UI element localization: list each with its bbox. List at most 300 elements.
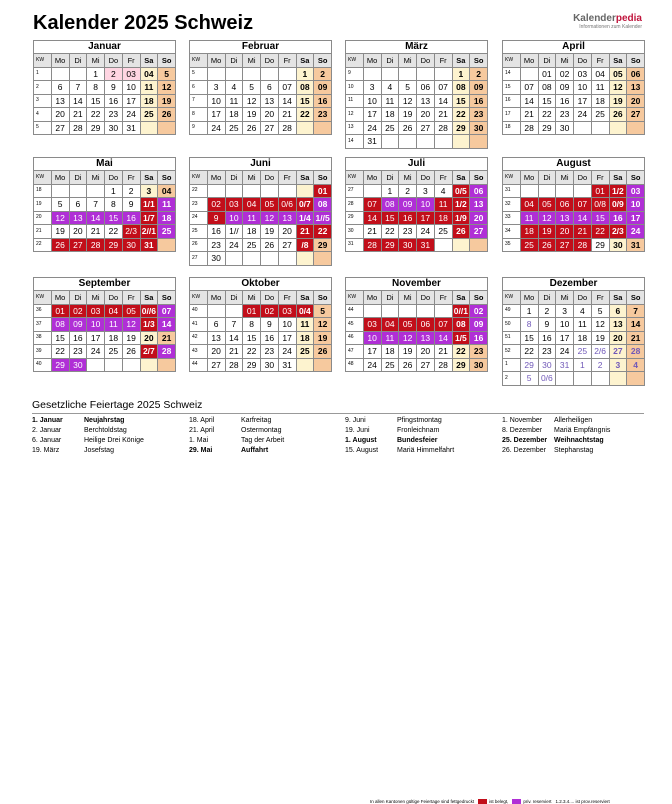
day-cell[interactable]: 26 bbox=[538, 238, 556, 252]
day-cell[interactable]: 08 bbox=[51, 318, 69, 332]
day-cell[interactable]: 08 bbox=[381, 198, 399, 212]
day-cell[interactable]: 25 bbox=[381, 358, 399, 372]
day-cell[interactable]: 1// bbox=[225, 225, 243, 239]
day-cell[interactable]: 1/4 bbox=[296, 211, 314, 225]
day-cell[interactable]: 18 bbox=[591, 94, 609, 108]
day-cell[interactable]: 17 bbox=[363, 345, 381, 359]
day-cell[interactable]: 26 bbox=[399, 121, 417, 135]
day-cell[interactable]: 14 bbox=[574, 211, 592, 225]
day-cell[interactable]: 8 bbox=[520, 318, 538, 332]
day-cell[interactable]: 12 bbox=[122, 318, 140, 332]
day-cell[interactable]: 30 bbox=[470, 121, 488, 135]
day-cell[interactable]: 6 bbox=[261, 81, 279, 95]
day-cell[interactable]: 24 bbox=[363, 358, 381, 372]
day-cell[interactable]: 19 bbox=[399, 108, 417, 122]
day-cell[interactable]: 25 bbox=[105, 345, 123, 359]
day-cell[interactable]: 03 bbox=[627, 184, 645, 198]
day-cell[interactable]: 0/4 bbox=[296, 304, 314, 318]
day-cell[interactable]: 09 bbox=[470, 318, 488, 332]
day-cell[interactable]: 17 bbox=[574, 94, 592, 108]
day-cell[interactable]: 30 bbox=[556, 121, 574, 135]
day-cell[interactable]: 12 bbox=[538, 211, 556, 225]
day-cell[interactable]: 3 bbox=[363, 81, 381, 95]
day-cell[interactable]: 30 bbox=[105, 121, 123, 135]
day-cell[interactable]: 05 bbox=[399, 318, 417, 332]
day-cell[interactable]: 14 bbox=[363, 211, 381, 225]
day-cell[interactable]: 30 bbox=[609, 238, 627, 252]
day-cell[interactable]: 27 bbox=[207, 358, 225, 372]
day-cell[interactable]: 09 bbox=[314, 81, 332, 95]
day-cell[interactable]: 28 bbox=[87, 238, 105, 252]
day-cell[interactable]: 26 bbox=[243, 121, 261, 135]
day-cell[interactable]: 2/6 bbox=[591, 345, 609, 359]
day-cell[interactable]: 11 bbox=[243, 211, 261, 225]
day-cell[interactable]: 21 bbox=[363, 225, 381, 239]
day-cell[interactable]: 16 bbox=[556, 94, 574, 108]
day-cell[interactable]: 0//1 bbox=[453, 305, 468, 316]
day-cell[interactable]: 0/6 bbox=[538, 372, 556, 386]
day-cell[interactable]: 17 bbox=[363, 108, 381, 122]
day-cell[interactable]: 21 bbox=[158, 331, 176, 345]
day-cell[interactable]: 10 bbox=[627, 198, 645, 212]
day-cell[interactable]: 07 bbox=[158, 304, 176, 318]
day-cell[interactable]: 10 bbox=[417, 198, 435, 212]
day-cell[interactable]: 2 bbox=[122, 184, 140, 198]
day-cell[interactable]: 16 bbox=[69, 331, 87, 345]
day-cell[interactable]: 11 bbox=[140, 81, 158, 95]
day-cell[interactable]: 05 bbox=[261, 198, 279, 212]
day-cell[interactable]: 8 bbox=[243, 318, 261, 332]
day-cell[interactable]: 4 bbox=[574, 304, 592, 318]
day-cell[interactable]: 15 bbox=[243, 331, 261, 345]
day-cell[interactable]: 30 bbox=[399, 238, 417, 252]
day-cell[interactable]: 17 bbox=[556, 331, 574, 345]
day-cell[interactable]: 19 bbox=[261, 225, 279, 239]
day-cell[interactable]: 10 bbox=[363, 331, 381, 345]
day-cell[interactable]: 28 bbox=[520, 121, 538, 135]
day-cell[interactable]: 3 bbox=[417, 184, 435, 198]
day-cell[interactable]: 05 bbox=[609, 67, 627, 81]
day-cell[interactable]: 12 bbox=[314, 318, 332, 332]
day-cell[interactable]: 14 bbox=[69, 94, 87, 108]
day-cell[interactable]: 17 bbox=[87, 331, 105, 345]
day-cell[interactable]: 22 bbox=[314, 225, 332, 239]
day-cell[interactable]: 30 bbox=[470, 358, 488, 372]
day-cell[interactable]: 31 bbox=[363, 135, 381, 149]
day-cell[interactable]: 13 bbox=[470, 198, 488, 212]
day-cell[interactable]: /8 bbox=[296, 238, 314, 252]
day-cell[interactable]: 17 bbox=[122, 94, 140, 108]
day-cell[interactable]: 26 bbox=[452, 225, 470, 239]
day-cell[interactable]: 0/9 bbox=[609, 198, 627, 212]
day-cell[interactable]: 0/7 bbox=[296, 198, 314, 212]
day-cell[interactable]: 04 bbox=[158, 184, 176, 198]
day-cell[interactable]: 28 bbox=[627, 345, 645, 359]
day-cell[interactable]: 23 bbox=[470, 108, 488, 122]
day-cell[interactable]: 07 bbox=[434, 318, 452, 332]
day-cell[interactable]: 12 bbox=[243, 94, 261, 108]
day-cell[interactable]: 18 bbox=[520, 225, 538, 239]
day-cell[interactable]: 28 bbox=[434, 121, 452, 135]
day-cell[interactable]: 24 bbox=[225, 238, 243, 252]
day-cell[interactable]: 7 bbox=[225, 318, 243, 332]
day-cell[interactable]: 19 bbox=[158, 94, 176, 108]
day-cell[interactable]: 21 bbox=[87, 225, 105, 239]
day-cell[interactable]: 07 bbox=[574, 198, 592, 212]
day-cell[interactable]: 15 bbox=[296, 94, 314, 108]
day-cell[interactable]: 28 bbox=[434, 358, 452, 372]
day-cell[interactable]: 19 bbox=[314, 331, 332, 345]
day-cell[interactable]: 13 bbox=[51, 94, 69, 108]
day-cell[interactable]: 29 bbox=[243, 358, 261, 372]
day-cell[interactable]: 21 bbox=[520, 108, 538, 122]
day-cell[interactable]: 29 bbox=[87, 121, 105, 135]
day-cell[interactable]: 17 bbox=[278, 331, 296, 345]
day-cell[interactable]: 14 bbox=[627, 318, 645, 332]
day-cell[interactable]: 8 bbox=[105, 198, 123, 212]
day-cell[interactable]: 02 bbox=[207, 198, 225, 212]
day-cell[interactable]: 20 bbox=[609, 331, 627, 345]
day-cell[interactable]: 2/3 bbox=[122, 225, 140, 239]
day-cell[interactable]: 18 bbox=[225, 108, 243, 122]
day-cell[interactable]: 5 bbox=[591, 304, 609, 318]
day-cell[interactable]: 1 bbox=[452, 67, 470, 81]
day-cell[interactable]: 12 bbox=[399, 94, 417, 108]
day-cell[interactable]: 27 bbox=[417, 358, 435, 372]
day-cell[interactable]: 17 bbox=[207, 108, 225, 122]
day-cell[interactable]: 11 bbox=[574, 318, 592, 332]
day-cell[interactable]: 18 bbox=[296, 331, 314, 345]
day-cell[interactable]: 29 bbox=[381, 238, 399, 252]
day-cell[interactable]: 16 bbox=[261, 331, 279, 345]
day-cell[interactable]: 10 bbox=[207, 94, 225, 108]
day-cell[interactable]: 27 bbox=[627, 108, 645, 122]
day-cell[interactable]: 12 bbox=[51, 211, 69, 225]
day-cell[interactable]: 22 bbox=[381, 225, 399, 239]
day-cell[interactable]: 9 bbox=[105, 81, 123, 95]
day-cell[interactable]: 29 bbox=[105, 238, 123, 252]
day-cell[interactable]: 03 bbox=[87, 304, 105, 318]
day-cell[interactable]: 27 bbox=[609, 345, 627, 359]
day-cell[interactable]: 1/2 bbox=[609, 184, 627, 198]
day-cell[interactable]: 24 bbox=[122, 108, 140, 122]
day-cell[interactable]: 14 bbox=[225, 331, 243, 345]
day-cell[interactable]: 04 bbox=[243, 198, 261, 212]
day-cell[interactable]: 30 bbox=[538, 358, 556, 372]
day-cell[interactable]: 30 bbox=[261, 358, 279, 372]
day-cell[interactable]: 3 bbox=[609, 358, 627, 372]
day-cell[interactable]: 11 bbox=[381, 94, 399, 108]
day-cell[interactable]: 01 bbox=[314, 184, 332, 198]
day-cell[interactable]: 15 bbox=[51, 331, 69, 345]
day-cell[interactable]: 04 bbox=[381, 318, 399, 332]
day-cell[interactable]: 25 bbox=[591, 108, 609, 122]
day-cell[interactable]: 9 bbox=[207, 211, 225, 225]
day-cell[interactable]: 15 bbox=[87, 94, 105, 108]
day-cell[interactable]: 2 bbox=[314, 67, 332, 81]
day-cell[interactable]: 11 bbox=[434, 198, 452, 212]
day-cell[interactable]: 25 bbox=[158, 225, 176, 239]
day-cell[interactable]: 2 bbox=[105, 67, 123, 81]
day-cell[interactable]: 07 bbox=[520, 81, 538, 95]
day-cell[interactable]: 24 bbox=[417, 225, 435, 239]
day-cell[interactable]: 22 bbox=[87, 108, 105, 122]
day-cell[interactable]: 20 bbox=[417, 345, 435, 359]
day-cell[interactable]: 2 bbox=[591, 358, 609, 372]
day-cell[interactable]: 04 bbox=[105, 304, 123, 318]
day-cell[interactable]: 1//5 bbox=[315, 212, 330, 223]
day-cell[interactable]: 22 bbox=[105, 225, 123, 239]
day-cell[interactable]: 26 bbox=[399, 358, 417, 372]
day-cell[interactable]: 20 bbox=[556, 225, 574, 239]
day-cell[interactable]: 15 bbox=[105, 211, 123, 225]
day-cell[interactable]: 14 bbox=[434, 331, 452, 345]
day-cell[interactable]: 22 bbox=[452, 108, 470, 122]
day-cell[interactable]: 20 bbox=[140, 331, 158, 345]
day-cell[interactable]: 9 bbox=[122, 198, 140, 212]
day-cell[interactable]: 2 bbox=[538, 304, 556, 318]
day-cell[interactable]: 15 bbox=[538, 94, 556, 108]
day-cell[interactable]: 9 bbox=[538, 318, 556, 332]
day-cell[interactable]: 21 bbox=[69, 108, 87, 122]
day-cell[interactable]: 23 bbox=[556, 108, 574, 122]
day-cell[interactable]: 30 bbox=[69, 358, 87, 372]
day-cell[interactable]: 12 bbox=[261, 211, 279, 225]
day-cell[interactable]: 06 bbox=[417, 81, 435, 95]
day-cell[interactable]: 7 bbox=[87, 198, 105, 212]
day-cell[interactable]: 17 bbox=[417, 211, 435, 225]
day-cell[interactable]: 23 bbox=[207, 238, 225, 252]
day-cell[interactable]: 20 bbox=[278, 225, 296, 239]
day-cell[interactable]: 19 bbox=[591, 331, 609, 345]
day-cell[interactable]: 18 bbox=[574, 331, 592, 345]
day-cell[interactable]: 10 bbox=[278, 318, 296, 332]
day-cell[interactable]: 3 bbox=[556, 304, 574, 318]
day-cell[interactable]: 11 bbox=[591, 81, 609, 95]
day-cell[interactable]: 12 bbox=[591, 318, 609, 332]
day-cell[interactable]: 10 bbox=[574, 81, 592, 95]
day-cell[interactable]: 25 bbox=[574, 345, 592, 359]
day-cell[interactable]: 23 bbox=[470, 345, 488, 359]
day-cell[interactable]: 16 bbox=[538, 331, 556, 345]
day-cell[interactable]: 3 bbox=[140, 184, 158, 198]
day-cell[interactable]: 09 bbox=[556, 81, 574, 95]
day-cell[interactable]: 10 bbox=[122, 81, 140, 95]
day-cell[interactable]: 26 bbox=[158, 108, 176, 122]
day-cell[interactable]: 2/7 bbox=[140, 345, 158, 359]
day-cell[interactable]: 10 bbox=[363, 94, 381, 108]
day-cell[interactable]: 20 bbox=[207, 345, 225, 359]
day-cell[interactable]: 0/5 bbox=[452, 184, 470, 198]
day-cell[interactable]: 9 bbox=[261, 318, 279, 332]
day-cell[interactable]: 28 bbox=[574, 238, 592, 252]
day-cell[interactable]: 1 bbox=[381, 184, 399, 198]
day-cell[interactable]: 23 bbox=[399, 225, 417, 239]
day-cell[interactable]: 16 bbox=[470, 94, 488, 108]
day-cell[interactable]: 14 bbox=[87, 211, 105, 225]
day-cell[interactable]: 26 bbox=[122, 345, 140, 359]
day-cell[interactable]: 21 bbox=[434, 108, 452, 122]
day-cell[interactable]: 0//6 bbox=[141, 305, 156, 316]
day-cell[interactable]: 26 bbox=[261, 238, 279, 252]
day-cell[interactable]: 7 bbox=[627, 304, 645, 318]
day-cell[interactable]: 0/8 bbox=[591, 198, 609, 212]
day-cell[interactable]: 14 bbox=[158, 318, 176, 332]
day-cell[interactable]: 19 bbox=[51, 225, 69, 239]
day-cell[interactable]: 16 bbox=[122, 211, 140, 225]
day-cell[interactable]: 1 bbox=[574, 358, 592, 372]
day-cell[interactable]: 27 bbox=[278, 238, 296, 252]
day-cell[interactable]: 29 bbox=[538, 121, 556, 135]
day-cell[interactable]: 22 bbox=[591, 225, 609, 239]
day-cell[interactable]: 28 bbox=[363, 238, 381, 252]
day-cell[interactable]: 1 bbox=[87, 67, 105, 81]
day-cell[interactable]: 08 bbox=[538, 81, 556, 95]
day-cell[interactable]: 03 bbox=[363, 318, 381, 332]
day-cell[interactable]: 28 bbox=[225, 358, 243, 372]
day-cell[interactable]: 28 bbox=[278, 121, 296, 135]
day-cell[interactable]: 14 bbox=[278, 94, 296, 108]
day-cell[interactable]: 07 bbox=[434, 81, 452, 95]
day-cell[interactable]: 18 bbox=[105, 331, 123, 345]
day-cell[interactable]: 02 bbox=[556, 67, 574, 81]
day-cell[interactable]: 22 bbox=[51, 345, 69, 359]
day-cell[interactable]: 23 bbox=[261, 345, 279, 359]
day-cell[interactable]: 8 bbox=[87, 81, 105, 95]
day-cell[interactable]: 3 bbox=[207, 81, 225, 95]
day-cell[interactable]: 09 bbox=[399, 198, 417, 212]
day-cell[interactable]: 12 bbox=[158, 81, 176, 95]
day-cell[interactable]: 08 bbox=[452, 318, 470, 332]
day-cell[interactable]: 5 bbox=[399, 81, 417, 95]
day-cell[interactable]: 19 bbox=[122, 331, 140, 345]
day-cell[interactable]: 22 bbox=[538, 108, 556, 122]
day-cell[interactable]: 27 bbox=[470, 225, 488, 239]
day-cell[interactable]: 11 bbox=[520, 211, 538, 225]
day-cell[interactable]: 15 bbox=[520, 331, 538, 345]
day-cell[interactable]: 03 bbox=[122, 67, 140, 81]
day-cell[interactable]: 06 bbox=[556, 198, 574, 212]
day-cell[interactable]: 0/6 bbox=[278, 198, 296, 212]
day-cell[interactable]: 07 bbox=[278, 81, 296, 95]
day-cell[interactable]: 01 bbox=[538, 67, 556, 81]
day-cell[interactable]: 16 bbox=[105, 94, 123, 108]
day-cell[interactable]: 29 bbox=[452, 121, 470, 135]
day-cell[interactable]: 10 bbox=[225, 211, 243, 225]
day-cell[interactable]: 13 bbox=[278, 211, 296, 225]
day-cell[interactable]: 4 bbox=[627, 358, 645, 372]
day-cell[interactable]: 25 bbox=[381, 121, 399, 135]
day-cell[interactable]: 24 bbox=[556, 345, 574, 359]
day-cell[interactable]: 24 bbox=[627, 225, 645, 239]
day-cell[interactable]: 29 bbox=[591, 238, 609, 252]
day-cell[interactable]: 30 bbox=[207, 252, 225, 266]
day-cell[interactable]: 25 bbox=[140, 108, 158, 122]
day-cell[interactable]: 4 bbox=[434, 184, 452, 198]
day-cell[interactable]: 19 bbox=[538, 225, 556, 239]
day-cell[interactable]: 29 bbox=[51, 358, 69, 372]
day-cell[interactable]: 20 bbox=[69, 225, 87, 239]
day-cell[interactable]: 26 bbox=[609, 108, 627, 122]
day-cell[interactable]: 11 bbox=[105, 318, 123, 332]
day-cell[interactable]: 20 bbox=[417, 108, 435, 122]
day-cell[interactable]: 05 bbox=[122, 304, 140, 318]
day-cell[interactable]: 4 bbox=[381, 81, 399, 95]
day-cell[interactable]: 28 bbox=[158, 345, 176, 359]
day-cell[interactable]: 5 bbox=[243, 81, 261, 95]
day-cell[interactable]: 22 bbox=[520, 345, 538, 359]
day-cell[interactable]: 18 bbox=[381, 345, 399, 359]
day-cell[interactable]: 31 bbox=[122, 121, 140, 135]
day-cell[interactable]: 1/1 bbox=[140, 198, 158, 212]
day-cell[interactable]: 23 bbox=[105, 108, 123, 122]
day-cell[interactable]: 03 bbox=[574, 67, 592, 81]
day-cell[interactable]: 31 bbox=[278, 358, 296, 372]
day-cell[interactable]: 01 bbox=[51, 304, 69, 318]
day-cell[interactable]: 27 bbox=[261, 121, 279, 135]
day-cell[interactable]: 1 bbox=[520, 304, 538, 318]
day-cell[interactable]: 19 bbox=[399, 345, 417, 359]
day-cell[interactable]: 29 bbox=[314, 238, 332, 252]
day-cell[interactable]: 13 bbox=[69, 211, 87, 225]
day-cell[interactable]: 06 bbox=[470, 184, 488, 198]
day-cell[interactable]: 24 bbox=[574, 108, 592, 122]
day-cell[interactable]: 25 bbox=[296, 345, 314, 359]
day-cell[interactable]: 18 bbox=[434, 211, 452, 225]
day-cell[interactable]: 04 bbox=[140, 67, 158, 81]
day-cell[interactable]: 27 bbox=[69, 238, 87, 252]
day-cell[interactable]: 11 bbox=[381, 331, 399, 345]
day-cell[interactable]: 09 bbox=[470, 81, 488, 95]
day-cell[interactable]: 4 bbox=[225, 81, 243, 95]
day-cell[interactable]: 07 bbox=[363, 198, 381, 212]
day-cell[interactable]: 16 bbox=[314, 94, 332, 108]
day-cell[interactable]: 02 bbox=[69, 304, 87, 318]
day-cell[interactable]: 21 bbox=[278, 108, 296, 122]
day-cell[interactable]: 21 bbox=[434, 345, 452, 359]
day-cell[interactable]: 30 bbox=[122, 238, 140, 252]
day-cell[interactable]: 31 bbox=[627, 238, 645, 252]
day-cell[interactable]: 13 bbox=[261, 94, 279, 108]
day-cell[interactable]: 13 bbox=[609, 318, 627, 332]
day-cell[interactable]: 14 bbox=[434, 94, 452, 108]
day-cell[interactable]: 1/7 bbox=[140, 211, 158, 225]
day-cell[interactable]: 18 bbox=[381, 108, 399, 122]
day-cell[interactable]: 23 bbox=[69, 345, 87, 359]
day-cell[interactable]: 02 bbox=[261, 304, 279, 318]
day-cell[interactable]: 20 bbox=[51, 108, 69, 122]
day-cell[interactable]: 05 bbox=[538, 198, 556, 212]
day-cell[interactable]: 20 bbox=[470, 211, 488, 225]
day-cell[interactable]: 13 bbox=[556, 211, 574, 225]
day-cell[interactable]: 26 bbox=[314, 345, 332, 359]
day-cell[interactable]: 29 bbox=[452, 358, 470, 372]
day-cell[interactable]: 5 bbox=[158, 67, 176, 81]
day-cell[interactable]: 1 bbox=[296, 67, 314, 81]
day-cell[interactable]: 08 bbox=[452, 81, 470, 95]
day-cell[interactable]: 6 bbox=[207, 318, 225, 332]
day-cell[interactable]: 04 bbox=[591, 67, 609, 81]
day-cell[interactable]: 1/9 bbox=[452, 211, 470, 225]
day-cell[interactable]: 25 bbox=[243, 238, 261, 252]
day-cell[interactable]: 31 bbox=[140, 238, 158, 252]
day-cell[interactable]: 26 bbox=[51, 238, 69, 252]
day-cell[interactable]: 22 bbox=[243, 345, 261, 359]
day-cell[interactable]: 27 bbox=[51, 121, 69, 135]
day-cell[interactable]: 1/2 bbox=[452, 198, 470, 212]
day-cell[interactable]: 31 bbox=[556, 358, 574, 372]
day-cell[interactable]: 21 bbox=[296, 225, 314, 239]
